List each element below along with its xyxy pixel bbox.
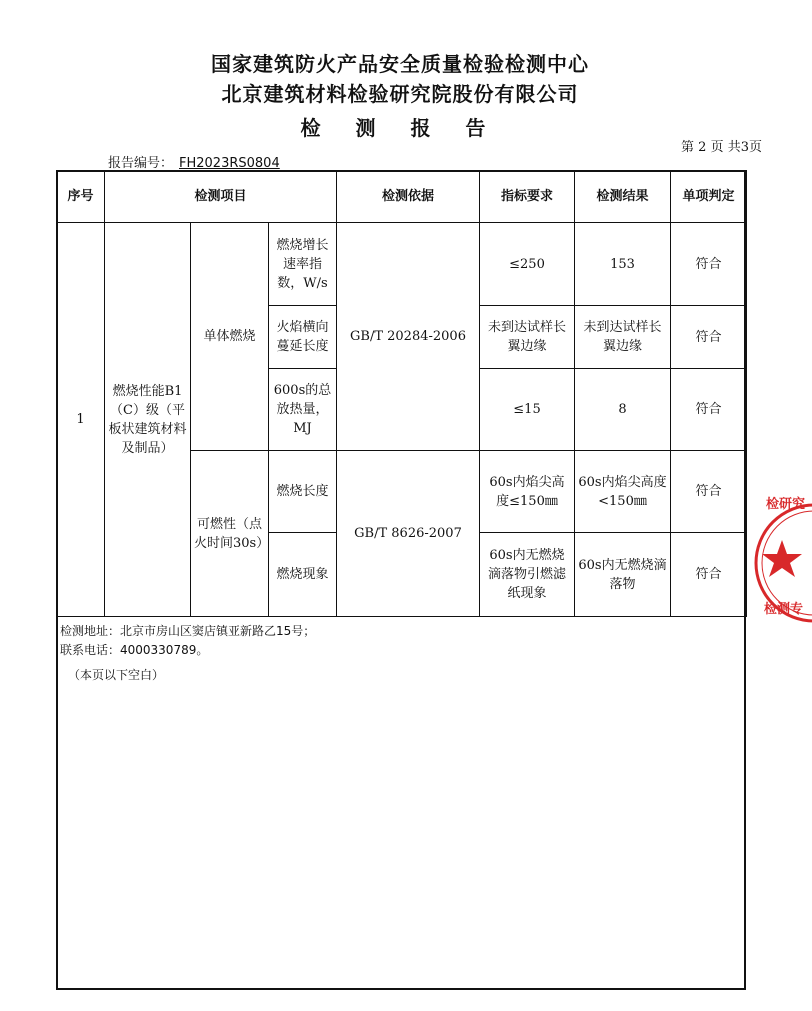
header-seq: 序号 — [57, 171, 105, 223]
verdict-cell: 符合 — [671, 369, 747, 451]
requirement-cell: 未到达试样长翼边缘 — [480, 306, 575, 369]
requirement-cell: ≤250 — [480, 223, 575, 306]
standard-cell: GB/T 20284-2006 — [337, 223, 480, 451]
report-number — [108, 152, 280, 171]
seq-cell: 1 — [57, 223, 105, 617]
blank-below-note: （本页以下空白） — [68, 668, 165, 682]
header-requirement: 指标要求 — [480, 171, 575, 223]
header-verdict: 单项判定 — [671, 171, 747, 223]
standard-cell: GB/T 8626-2007 — [337, 451, 480, 617]
header-result: 检测结果 — [575, 171, 671, 223]
verdict-cell: 符合 — [671, 533, 747, 617]
requirement-cell: 60s内焰尖高度≤150㎜ — [480, 451, 575, 533]
header-test-item: 检测项目 — [105, 171, 337, 223]
results-table — [56, 170, 747, 617]
param-cell: 燃烧现象 — [269, 533, 337, 617]
seal-text-top: 检研究 — [766, 497, 806, 512]
verdict-cell: 符合 — [671, 223, 747, 306]
requirement-cell: 60s内无燃烧滴落物引燃滤纸现象 — [480, 533, 575, 617]
param-cell: 600s的总放热量，MJ — [269, 369, 337, 451]
seal-text-bottom: 检测专 — [764, 602, 804, 617]
report-number-value: FH2023RS0804 — [179, 156, 280, 171]
table-row — [57, 223, 747, 306]
result-cell: 153 — [575, 223, 671, 306]
contact-phone: 联系电话：4000330789。 — [60, 643, 209, 657]
result-cell: 未到达试样长翼边缘 — [575, 306, 671, 369]
requirement-cell: ≤15 — [480, 369, 575, 451]
report-number-label: 报告编号： — [108, 156, 174, 171]
test-address: 检测地址：北京市房山区窦店镇亚新路乙15号； — [60, 624, 316, 638]
result-cell: 60s内焰尖高度<150㎜ — [575, 451, 671, 533]
verdict-cell: 符合 — [671, 451, 747, 533]
table-header-row — [57, 171, 747, 223]
param-cell: 燃烧长度 — [269, 451, 337, 533]
document-title: 检 测 报 告 — [300, 116, 500, 140]
header-standard: 检测依据 — [337, 171, 480, 223]
group-name-cell: 单体燃烧 — [191, 223, 269, 451]
seal-star-icon — [762, 540, 802, 577]
org-line-1: 国家建筑防火产品安全质量检验检测中心 — [211, 52, 589, 76]
category-cell: 燃烧性能B1（C）级（平板状建筑材料及制品） — [105, 223, 191, 617]
group-name-cell: 可燃性（点火时间30s） — [191, 451, 269, 617]
verdict-cell: 符合 — [671, 306, 747, 369]
result-cell: 60s内无燃烧滴落物 — [575, 533, 671, 617]
page-indicator: 第 2 页 共3页 — [681, 140, 762, 155]
org-line-2: 北京建筑材料检验研究院股份有限公司 — [221, 82, 579, 106]
result-cell: 8 — [575, 369, 671, 451]
param-cell: 火焰横向蔓延长度 — [269, 306, 337, 369]
param-cell: 燃烧增长速率指数，W/s — [269, 223, 337, 306]
official-seal-stamp — [752, 478, 812, 648]
